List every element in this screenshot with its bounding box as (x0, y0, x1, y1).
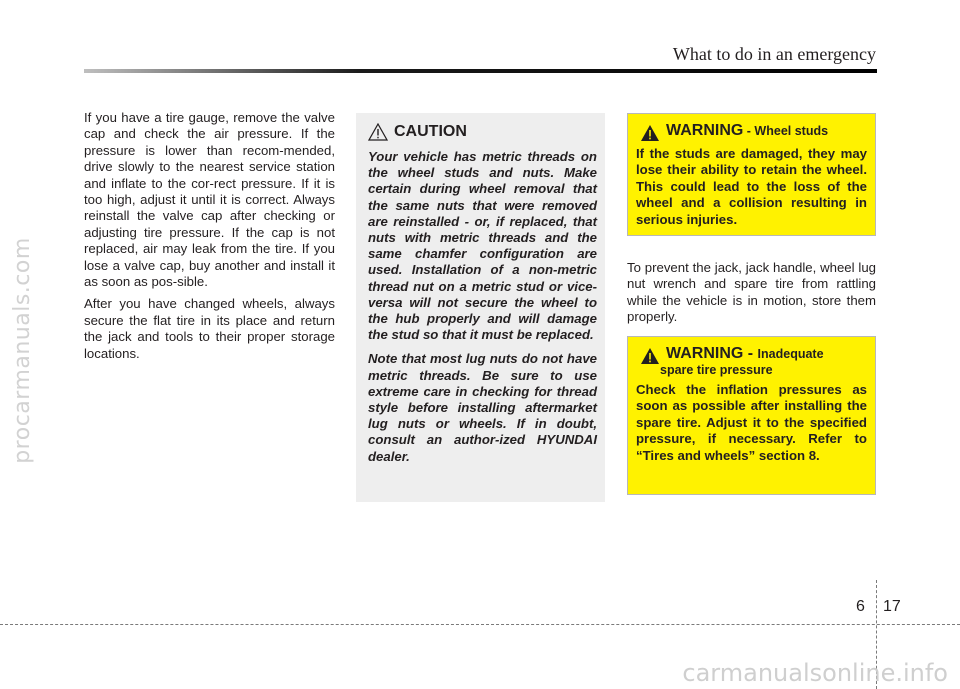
side-watermark-text: procarmanuals.com (9, 236, 35, 464)
warning-wheel-studs-subtitle: - Wheel studs (743, 124, 829, 138)
section-number: 6 (856, 598, 865, 615)
tire-pressure-column (84, 110, 335, 368)
caution-box (356, 113, 605, 502)
warning-spare-pressure-header (636, 345, 867, 365)
warning-spare-pressure-text: Check the inflation pressures as soon as possible after installing the spare tire. Adjust it to the specified pressure, if necessary. Refer to “Tires and wheels” section 8. (636, 382, 867, 463)
page-number: 17 (883, 598, 901, 615)
side-watermark (2, 140, 42, 560)
warning-wheel-studs-text: If the studs are damaged, they may lose their ability to retain the wheel. This could lead to the loss of the wheel and a collision resulting in serious injuries. (636, 146, 867, 227)
footer-rule (0, 624, 960, 625)
caution-header (368, 121, 597, 143)
warning-triangle-icon (640, 124, 660, 142)
caution-title: CAUTION (394, 123, 467, 140)
tire-gauge-paragraph: If you have a tire gauge, remove the valve cap and check the air pressure. If the pressure is lower than recom-mended, drive slowly to the nearest service station and inflate to the cor-rect pressure. If it is too high, adjust it until it is correct. Always reinstall the valve cap after checking or adjusting tire pressure. If the cap is not replaced, air may leak from the tire. If you lose a valve cap, buy another and install it as soon as pos-sible. (84, 110, 335, 290)
warning-spare-pressure-subtitle: Inadequate (757, 347, 824, 361)
caution-triangle-icon (368, 123, 388, 141)
caution-metric-threads-text: Your vehicle has metric threads on the wheel studs and nuts. Make certain during wheel removal that the same nuts that were removed are reinstalled - or, if replaced, that nuts with metric threads and the same chamfer configuration are used. Installation of a non-metric thread nut on a metric stud or vice-versa will not secure the wheel to the hub properly and will damage the stud so that it must be replaced. (368, 149, 597, 343)
warning-wheel-studs-box (627, 113, 876, 236)
page-header-title: What to do in an emergency (672, 44, 876, 64)
caution-lug-nuts-text: Note that most lug nuts do not have metric threads. Be sure to use extreme care in checking for thread style before installing aftermarket lug nuts or wheels. If in doubt, consult an author-ized HYUNDAI dealer. (368, 351, 597, 464)
store-jack-paragraph: To prevent the jack, jack handle, wheel lug nut wrench and spare tire from rattling while the vehicle is in motion, store them properly. (627, 260, 876, 325)
warning-spare-pressure-box (627, 336, 876, 495)
warning-spare-pressure-title: WARNING - (666, 345, 758, 362)
warning-wheel-studs-header (636, 122, 867, 142)
warning-spare-pressure-subtitle-line2: spare tire pressure (660, 363, 773, 377)
bottom-watermark: carmanualsonline.info (682, 659, 948, 687)
warning-wheel-studs-title: WARNING (666, 122, 744, 139)
store-tools-paragraph: After you have changed wheels, always secure the flat tire in its place and return the jack and tools to their proper storage locations. (84, 296, 335, 361)
header-rule (84, 69, 877, 73)
warning-triangle-icon (640, 347, 660, 365)
